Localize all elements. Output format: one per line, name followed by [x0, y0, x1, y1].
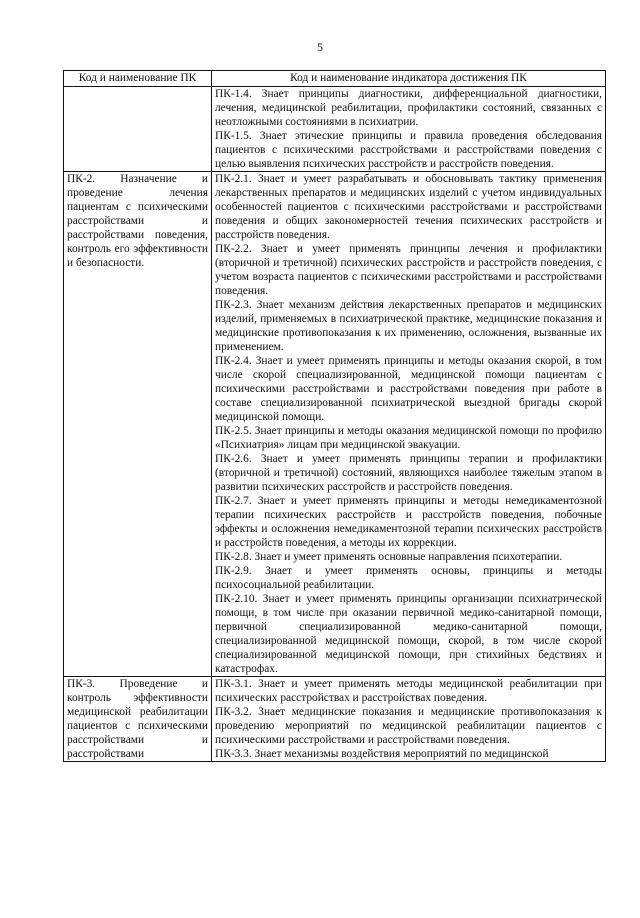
indicator-item: ПК-2.6. Знает и умеет применять принципы терапии и профилактики (вторичной и третичной) состояний, являющихся наиболее тяжелым этапом в развитии психических расстройств и расстройств поведения.	[215, 453, 602, 493]
indicator-cell	[212, 172, 606, 677]
indicator-item: ПК-2.2. Знает и умеет применять принципы лечения и профилактики (вторичной и третичной) психических расстройств и расстройств поведения, с учетом возраста пациентов с психическими расстройствами и расстройствами поведения.	[215, 243, 602, 297]
table-header-row	[64, 71, 606, 87]
indicator-item: ПК-2.10. Знает и умеет применять принципы организации психиатрической помощи, в том числе при оказании первичной медико-санитарной помощи, первичной специализированной медико-санитарной помощи, специализированной медицинской помощи, скорой, в том числе скорой специализированной медицинской помощи, при стихийных бедствиях и катастрофах.	[215, 593, 602, 675]
indicator-item: ПК-1.4. Знает принципы диагностики, дифференциальной диагностики, лечения, медицинской реабилитации, профилактики состояний, связанных с неотложными состояниями в психиатрии.	[215, 88, 602, 128]
header-competence: Код и наименование ПК	[64, 71, 212, 87]
competence-cell	[64, 87, 212, 172]
competence-cell	[64, 172, 212, 677]
competence-table	[63, 70, 606, 762]
page-number: 5	[317, 40, 323, 54]
indicator-item: ПК-3.2. Знает медицинские показания и медицинские противопоказания к проведению мероприятий по медицинской реабилитации пациентов с психическими расстройствами и расстройствами поведения.	[215, 706, 602, 746]
indicator-item: ПК-2.1. Знает и умеет разрабатывать и обосновывать тактику применения лекарственных препаратов и медицинских изделий с учетом индивидуальных особенностей пациентов с психическими расстройствами и расстройствами поведения и общих закономерностей течения психических расстройств и расстройств поведения.	[215, 173, 602, 241]
indicator-item: ПК-2.8. Знает и умеет применять основные направления психотерапии.	[215, 551, 563, 563]
indicator-item: ПК-1.5. Знает этические принципы и правила проведения обследования пациентов с психическими расстройствами и расстройствами поведения с целью выявления психических расстройств и расстройств поведения.	[215, 130, 602, 170]
indicator-item: ПК-3.1. Знает и умеет применять методы медицинской реабилитации при психических расстройствах и расстройствах поведения.	[215, 678, 602, 704]
table-row	[64, 87, 606, 172]
competence-text: ПК-3. Проведение и контроль эффективности медицинской реабилитации пациентов с психическими расстройствами и расстройствами	[67, 678, 208, 760]
indicator-item: ПК-2.5. Знает принципы и методы оказания медицинской помощи по профилю «Психиатрия» лицам при медицинской эвакуации.	[215, 425, 602, 451]
indicator-item: ПК-3.3. Знает механизмы воздействия мероприятий по медицинской	[215, 748, 549, 760]
competence-cell	[64, 677, 212, 762]
indicator-item: ПК-2.3. Знает механизм действия лекарственных препаратов и медицинских изделий, применяемых в психиатрической практике, медицинские показания и медицинские противопоказания к их применению, осложнения, вызванные их применением.	[215, 299, 602, 353]
table-row	[64, 172, 606, 677]
indicator-item: ПК-2.9. Знает и умеет применять основы, принципы и методы психосоциальной реабилитации.	[215, 565, 602, 591]
table-row	[64, 677, 606, 762]
indicator-cell	[212, 677, 606, 762]
indicator-item: ПК-2.4. Знает и умеет применять принципы и методы оказания скорой, в том числе скорой специализированной, медицинской помощи пациентам с психическими расстройствами и расстройствами поведения при работе в составе специализированной психиатрической выездной бригады скорой медицинской помощи.	[215, 355, 602, 423]
indicator-item: ПК-2.7. Знает и умеет применять принципы и методы немедикаментозной терапии психических расстройств и расстройств поведения, побочные эффекты и осложнения немедикаментозной терапии психических расстройств и расстройств поведения, а методы их коррекции.	[215, 495, 602, 549]
indicator-cell	[212, 87, 606, 172]
header-indicator: Код и наименование индикатора достижения ПК	[212, 71, 606, 87]
competence-text: ПК-2. Назначение и проведение лечения пациентам с психическими расстройствами и расстройствами поведения, контроль его эффективности и безопасности.	[67, 173, 208, 269]
